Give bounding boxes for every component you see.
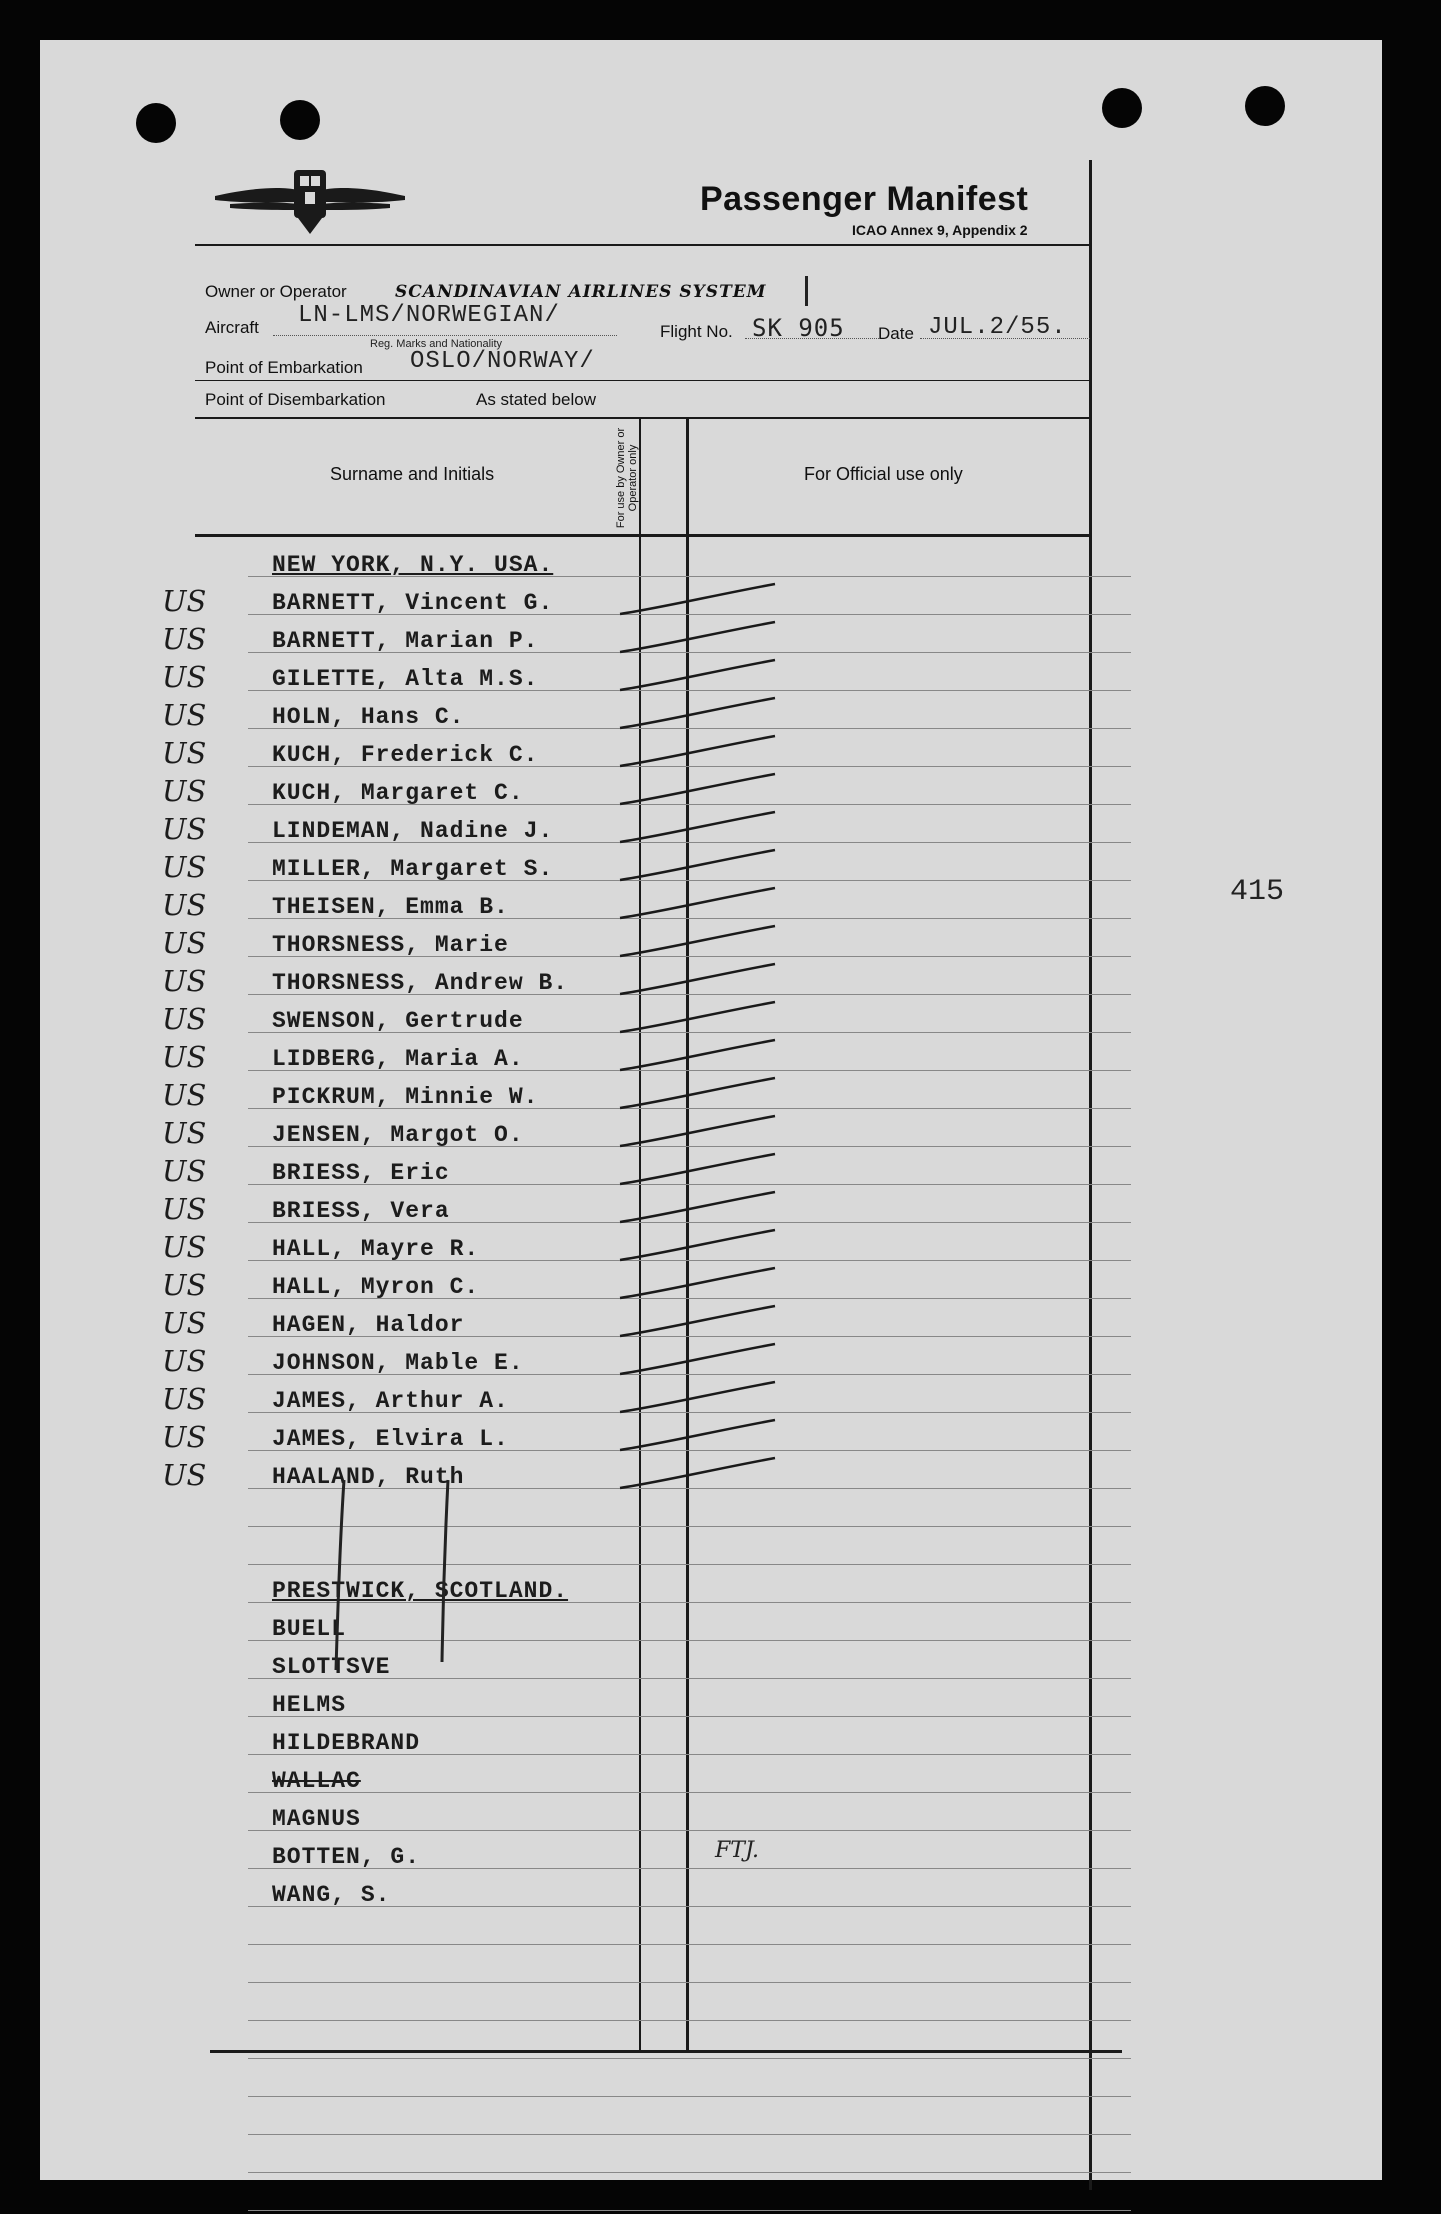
manifest-title: Passenger Manifest [700, 180, 1029, 218]
nationality-mark: US [162, 774, 207, 808]
aircraft-value: LN-LMS/NORWEGIAN/ [298, 302, 560, 329]
passenger-name: WALLAC [272, 1768, 361, 1794]
check-stroke [620, 698, 775, 728]
nationality-mark: US [162, 1116, 207, 1150]
check-stroke [620, 964, 775, 994]
disembarkation-label: Point of Disembarkation [205, 390, 386, 409]
flight-label: Flight No. [660, 322, 733, 341]
nationality-mark: US [162, 622, 207, 656]
passenger-name: HELMS [272, 1692, 347, 1718]
nationality-mark: US [162, 1268, 207, 1302]
check-stroke [620, 888, 775, 918]
row-rule [248, 2210, 1131, 2211]
embarkation-label: Point of Embarkation [205, 358, 363, 377]
check-stroke [620, 1344, 775, 1374]
nationality-mark: US [162, 1306, 207, 1340]
passenger-name: JOHNSON, Mable E. [272, 1350, 524, 1376]
passenger-name: THORSNESS, Marie [272, 932, 509, 958]
passenger-name: BRIESS, Eric [272, 1160, 450, 1186]
nationality-mark: US [162, 964, 207, 998]
nationality-mark: US [162, 736, 207, 770]
passenger-name: HALL, Myron C. [272, 1274, 480, 1300]
date-label: Date [878, 324, 914, 343]
check-stroke [620, 926, 775, 956]
reg-marks-note: Reg. Marks and Nationality [370, 338, 503, 350]
passenger-name: MILLER, Margaret S. [272, 856, 554, 882]
embarkation-value: OSLO/NORWAY/ [410, 348, 595, 375]
passenger-name: LINDEMAN, Nadine J. [272, 818, 554, 844]
passenger-name: KUCH, Frederick C. [272, 742, 539, 768]
check-stroke [620, 1078, 775, 1108]
passenger-name: BARNETT, Marian P. [272, 628, 539, 654]
check-stroke [620, 1306, 775, 1336]
passenger-name: BUELL [272, 1616, 347, 1642]
passenger-name: JAMES, Arthur A. [272, 1388, 509, 1414]
passenger-name: LIDBERG, Maria A. [272, 1046, 524, 1072]
nationality-mark: US [162, 584, 207, 618]
nationality-mark: US [162, 812, 207, 846]
passenger-name: HALL, Mayre R. [272, 1236, 480, 1262]
passenger-name: HAGEN, Haldor [272, 1312, 465, 1338]
nationality-mark: US [162, 1344, 207, 1378]
check-stroke [620, 1420, 775, 1450]
nationality-mark: US [162, 1002, 207, 1036]
nationality-mark: US [162, 1382, 207, 1416]
passenger-name: WANG, S. [272, 1882, 391, 1908]
passenger-name: HOLN, Hans C. [272, 704, 465, 730]
passenger-name: HAALAND, Ruth [272, 1464, 465, 1490]
passenger-name: JAMES, Elvira L. [272, 1426, 509, 1452]
nationality-mark: US [162, 1040, 207, 1074]
nationality-mark: US [162, 1458, 207, 1492]
official-note: FTJ. [715, 1838, 760, 1863]
passenger-name: JENSEN, Margot O. [272, 1122, 524, 1148]
passenger-name: KUCH, Margaret C. [272, 780, 524, 806]
manifest-subtitle: ICAO Annex 9, Appendix 2 [852, 222, 1028, 238]
nationality-mark: US [162, 926, 207, 960]
aircraft-label: Aircraft [205, 318, 259, 337]
passenger-name: SWENSON, Gertrude [272, 1008, 524, 1034]
passenger-name: THEISEN, Emma B. [272, 894, 509, 920]
passenger-name: HILDEBRAND [272, 1730, 421, 1756]
nationality-mark: US [162, 660, 207, 694]
check-stroke [620, 1116, 775, 1146]
passenger-name: MAGNUS [272, 1806, 361, 1832]
nationality-mark: US [162, 1192, 207, 1226]
check-stroke [620, 1458, 775, 1488]
nationality-mark: US [162, 1154, 207, 1188]
date-value: JUL.2/55. [928, 314, 1067, 341]
checkmark-strokes [40, 40, 1382, 2180]
check-stroke [620, 584, 775, 614]
check-stroke [620, 812, 775, 842]
destination-heading: NEW YORK, N.Y. USA. [272, 552, 554, 578]
passenger-name: BRIESS, Vera [272, 1198, 450, 1224]
passenger-name: THORSNESS, Andrew B. [272, 970, 569, 996]
check-stroke [620, 1040, 775, 1070]
check-stroke [620, 660, 775, 690]
passenger-name: SLOTTSVE [272, 1654, 391, 1680]
disembarkation-value: As stated below [476, 390, 597, 409]
column-header-name: Surname and Initials [330, 464, 495, 484]
check-stroke [620, 736, 775, 766]
flight-value: SK 905 [752, 314, 845, 342]
column-header-official: For Official use only [804, 464, 963, 484]
nationality-mark: US [162, 850, 207, 884]
nationality-mark: US [162, 1230, 207, 1264]
check-stroke [620, 774, 775, 804]
nationality-mark: US [162, 1078, 207, 1112]
passenger-name: GILETTE, Alta M.S. [272, 666, 539, 692]
check-stroke [620, 1002, 775, 1032]
passenger-name: PICKRUM, Minnie W. [272, 1084, 539, 1110]
check-stroke [620, 1382, 775, 1412]
check-stroke [620, 622, 775, 652]
page-number: 415 [1230, 875, 1285, 909]
owner-value: SCANDINAVIAN AIRLINES SYSTEM [395, 282, 767, 302]
check-stroke [620, 850, 775, 880]
passenger-name: BOTTEN, G. [272, 1844, 421, 1870]
check-stroke [620, 1192, 775, 1222]
nationality-mark: US [162, 698, 207, 732]
nationality-mark: US [162, 1420, 207, 1454]
check-stroke [620, 1268, 775, 1298]
check-stroke [620, 1230, 775, 1260]
passenger-name: BARNETT, Vincent G. [272, 590, 554, 616]
check-stroke [620, 1154, 775, 1184]
owner-label: Owner or Operator [205, 282, 347, 301]
column-header-owner-use: For use by Owner or Operator only [615, 427, 639, 529]
destination-heading: PRESTWICK, SCOTLAND. [272, 1578, 569, 1604]
nationality-mark: US [162, 888, 207, 922]
manifest-page [40, 40, 1382, 2180]
